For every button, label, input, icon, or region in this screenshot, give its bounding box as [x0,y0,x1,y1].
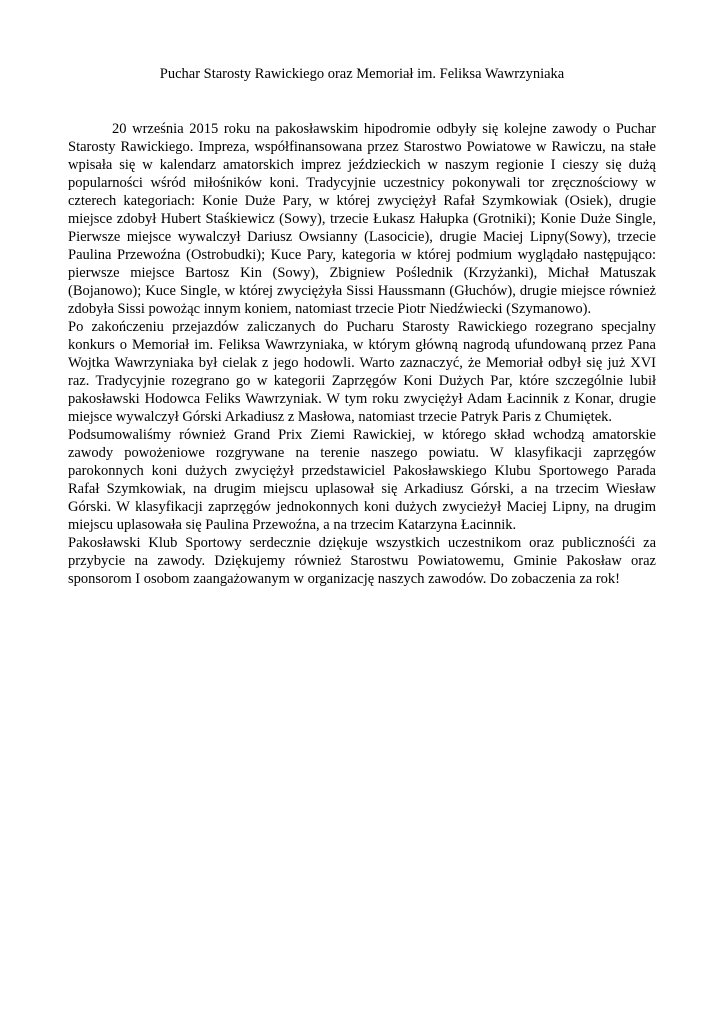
paragraph-memorial: Po zakończeniu przejazdów zaliczanych do Pucharu Starosty Rawickiego rozegrano specjalny konkurs o Memoriał im. Feliksa Wawrzyniaka, w którym główną nagrodą ufundowaną przez Pana Wojtka Wawrzyniaka był cielak z jego hodowli. Warto zaznaczyć, że Memoriał odbył się już XVI raz. Tradycyjnie rozegrano go w kategorii Zaprzęgów Koni Dużych Par, które szczególnie lubił pakosławski Hodowca Feliks Wawrzyniak. W tym roku zwyciężył Adam Łacinnik z Konar, drugie miejsce wywalczył Górski Arkadiusz z Masłowa, natomiast trzecie Patryk Paris z Chumiętek. [68,319,656,425]
document-title: Puchar Starosty Rawickiego oraz Memoriał im. Feliksa Wawrzyniaka [159,66,565,82]
paragraph-puchar-results: 20 września 2015 roku na pakosławskim hipodromie odbyły się kolejne zawody o Puchar Starosty Rawickiego. Impreza, współfinansowana przez Starostwo Powiatowe w Rawiczu, na stałe wpisała się w kalendarz amatorskich imprez jeździeckich w naszym regionie I cieszy się dużą popularności wśród miłośników koni. Tradycyjnie uczestnicy pokonywali tor zręcznościowy w czterech kategoriach: Konie Duże Pary, w której zwyciężył Rafał Szymkowiak (Osiek), drugie miejsce zdobył Hubert Staśkiewicz (Sowy), trzecie Łukasz Hałupka (Grotniki); Konie Duże Single, Pierwsze miejsce wywalczył Dariusz Owsianny (Lasocicie), drugie Maciej Lipny(Sowy), trzecie Paulina Przewoźna (Ostrobudki); Kuce Pary, kategoria w której podmium wyglądało następująco: pierwsze miejsce Bartosz Kin (Sowy), Zbigniew Poślednik (Krzyżanki), Michał Matuszak (Bojanowo); Kuce Single, w której zwyciężyła Sissi Haussmann (Głuchów), drugie miejsce również zdobyła Sissi powożąc innym koniem, natomiast trzecie Piotr Niedźwiecki (Szymanowo). [68,121,656,317]
document-page [68,64,656,588]
paragraph-grand-prix: Podsumowaliśmy również Grand Prix Ziemi Rawickiej, w którego skład wchodzą amatorskie zawody powożeniowe rozgrywane na terenie naszego powiatu. W klasyfikacji zaprzęgów parokonnych koni dużych zwyciężył przedstawiciel Pakosławskiego Klubu Sportowego Parada Rafał Szymkowiak, na drugim miejscu uplasował się Arkadiusz Górski, a na trzecim Wiesław Górski. W klasyfikacji zaprzęgów jednokonnych koni dużych zwycieżył Maciej Lipny, na drugim miejscu uplasowała się Paulina Przewoźna, a na trzecim Katarzyna Łacinnik. [68,427,656,533]
paragraph-thanks: Pakosławski Klub Sportowy serdecznie dziękuje wszystkich uczestnikom oraz publicznośći za przybycie na zawody. Dziękujemy również Starostwu Powiatowemu, Gminie Pakosław oraz sponsorom I osobom zaangażowanym w organizację naszych zawodów. Do zobaczenia za rok! [68,535,656,587]
